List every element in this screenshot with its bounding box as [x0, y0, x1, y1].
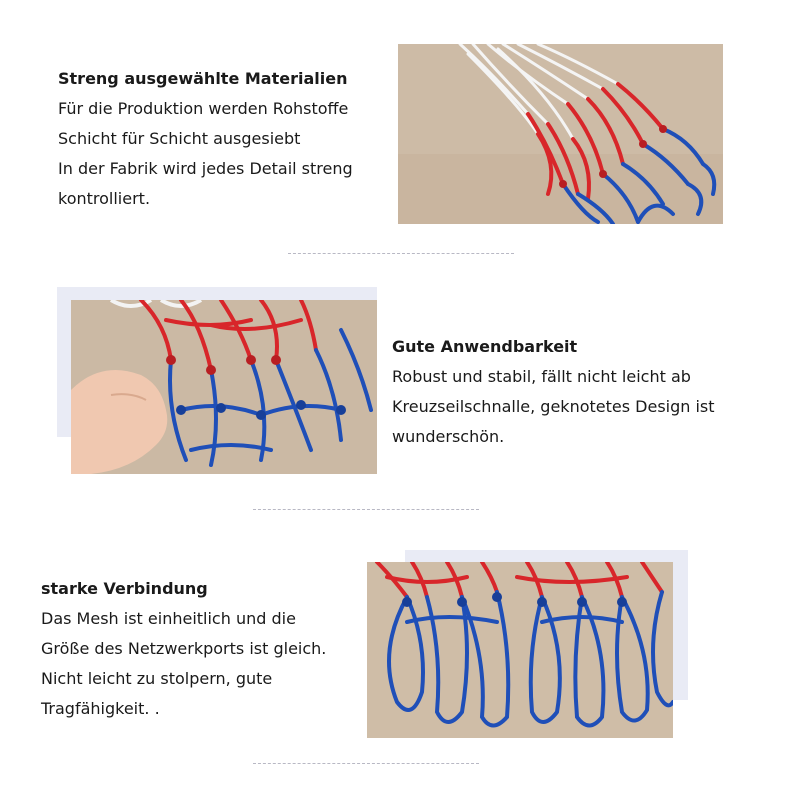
section-3-line-4: Tragfähigkeit. .	[41, 699, 160, 718]
section-3-heading: starke Verbindung	[41, 579, 208, 598]
hand-holding-net-image	[71, 300, 377, 474]
section-2-heading: Gute Anwendbarkeit	[392, 337, 578, 356]
divider-2	[253, 509, 479, 510]
section-1-heading: Streng ausgewählte Materialien	[58, 69, 348, 88]
section-3-line-3: Nicht leicht zu stolpern, gute	[41, 669, 273, 688]
net-photo-3	[367, 562, 673, 738]
net-photo-2	[71, 300, 377, 474]
net-closeup-image	[398, 44, 723, 224]
net-photo-1	[398, 44, 723, 224]
section-1-line-3: In der Fabrik wird jedes Detail streng	[58, 159, 353, 178]
section-1-line-4: kontrolliert.	[58, 189, 151, 208]
section-3-text	[41, 574, 371, 724]
section-2-line-1: Robust und stabil, fällt nicht leicht ab	[392, 367, 691, 386]
section-2-line-3: wunderschön.	[392, 427, 505, 446]
net-bottom-loops-image	[367, 562, 673, 738]
section-1-line-2: Schicht für Schicht ausgesiebt	[58, 129, 301, 148]
section-3-line-2: Größe des Netzwerkports ist gleich.	[41, 639, 327, 658]
section-2-text	[392, 332, 752, 452]
divider-3	[253, 763, 479, 764]
section-3-line-1: Das Mesh ist einheitlich und die	[41, 609, 296, 628]
section-1-text	[58, 64, 388, 214]
section-2-line-2: Kreuzseilschnalle, geknotetes Design ist	[392, 397, 715, 416]
section-1-line-1: Für die Produktion werden Rohstoffe	[58, 99, 349, 118]
divider-1	[288, 253, 514, 254]
